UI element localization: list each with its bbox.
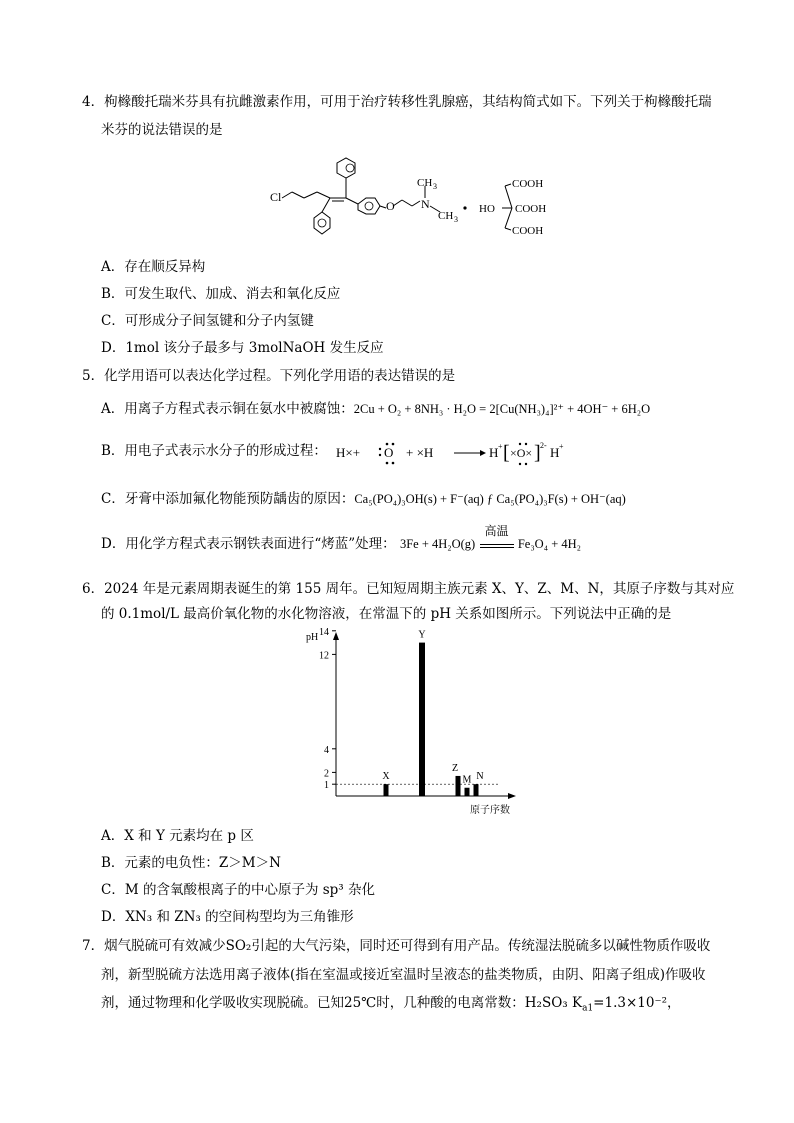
bar-label-M: M xyxy=(462,774,472,786)
q5-b-electron-formula xyxy=(334,436,584,468)
q6-option-d[interactable]: D．XN₃ 和 ZN₃ 的空间构型均为三角锥形 xyxy=(101,909,354,925)
n-label: N xyxy=(421,197,430,211)
q4-stem-line1: 4．枸橼酸托瑞米芬具有抗雌激素作用，可用于治疗转移性乳腺癌，其结构简式如下。下列关于枸橼酸托瑞 xyxy=(82,94,712,110)
q4-option-c[interactable]: C．可形成分子间氢键和分子内氢键 xyxy=(101,313,314,329)
bar-label-Z: Z xyxy=(451,762,459,774)
x-axis-label: 原子序数 xyxy=(470,805,510,816)
x-axis-arrow xyxy=(508,793,516,799)
q5-option-d[interactable]: D．用化学方程式表示钢铁表面进行“烤蓝”处理： 3Fe + 4H₂O(g) 高温 Fe₃O₄ + 4H₂ xyxy=(101,524,582,552)
svg-text:[: [ xyxy=(503,442,510,464)
svg-text:+ ×H: + ×H xyxy=(406,445,434,460)
svg-text:+: + xyxy=(559,442,564,451)
svg-text:+: + xyxy=(498,442,503,451)
q4-option-b[interactable]: B．可发生取代、加成、消去和氧化反应 xyxy=(101,286,341,302)
cl-label: Cl xyxy=(270,190,282,204)
q4-option-a[interactable]: A．存在顺反异构 xyxy=(101,259,206,275)
o-label: O xyxy=(386,199,395,213)
q6-option-a[interactable]: A．X 和 Y 元素均在 p 区 xyxy=(101,828,254,844)
ch3-top: CH xyxy=(417,177,433,189)
q5-option-c[interactable]: C．牙膏中添加氟化物能预防龋齿的原因：Ca₅(PO₄)₃OH(s) + F⁻(aq) ƒ Ca₅(PO₄)₃F(s) + OH⁻(aq) xyxy=(101,491,626,507)
ho-label: HO xyxy=(479,203,495,215)
q7-line3: 剂，通过物理和化学吸收实现脱硫。已知25℃时，几种酸的电离常数：H₂SO₃ $K_{a1}=1.3\times 10^{-2}$， xyxy=(101,995,681,1014)
y-axis-arrow xyxy=(333,632,339,640)
svg-text:2-: 2- xyxy=(540,441,547,450)
q6-option-b[interactable]: B．元素的电负性：Z＞M＞N xyxy=(101,855,281,871)
cooh-3: COOH xyxy=(512,225,544,237)
y-tick-label-2: 2 xyxy=(324,768,329,780)
y-axis-label: pH xyxy=(306,632,319,643)
svg-text:H: H xyxy=(550,445,560,460)
y-tick-label-12: 12 xyxy=(319,650,329,662)
y-tick-label-4: 4 xyxy=(324,744,329,756)
q6-stem-line1: 6．2024 年是元素周期表诞生的第 155 周年。已知短周期主族元素 X、Y、Z、M、N，其原子序数与其对应 xyxy=(82,581,735,597)
svg-text:×O×: ×O× xyxy=(510,446,533,460)
bar-label-X: X xyxy=(382,771,390,783)
q4-stem-line2: 米芬的说法错误的是 xyxy=(101,122,223,138)
y-tick-label-1: 1 xyxy=(324,780,329,792)
q5-option-a[interactable]: A．用离子方程式表示铜在氨水中被腐蚀：2Cu + O₂ + 8NH₃ · H₂O = 2[Cu(NH₃)₄]²⁺ + 4OH⁻ + 6H₂O xyxy=(101,401,651,417)
q4-option-d[interactable]: D．1mol 该分子最多与 3molNaOH 发生反应 xyxy=(101,340,384,356)
q7-line1: 7．烟气脱硫可有效减少SO₂引起的大气污染，同时还可得到有用产品。传统湿法脱硫多以碱性物质作吸收 xyxy=(82,938,711,954)
bar-M xyxy=(465,788,470,796)
bar-Z xyxy=(456,776,461,796)
svg-text:O: O xyxy=(384,445,394,460)
svg-text:H×+: H×+ xyxy=(336,445,361,460)
q6-option-c[interactable]: C．M 的含氧酸根离子的中心原子为 sp³ 杂化 xyxy=(101,882,376,898)
ch3-bottom: CH xyxy=(438,210,454,222)
q7-line2: 剂，新型脱硫方法选用离子液体(指在室温或接近室温时呈液态的盐类物质，由阴、阳离子组成)作吸收 xyxy=(101,967,706,983)
bar-X xyxy=(384,784,389,796)
cooh-1: COOH xyxy=(512,178,544,190)
svg-text:H: H xyxy=(489,445,499,460)
svg-text:3: 3 xyxy=(433,182,437,191)
q4-structure xyxy=(262,146,562,246)
bar-Y xyxy=(419,643,425,796)
bar-label-N: N xyxy=(476,771,484,783)
q5-stem: 5．化学用语可以表达化学过程。下列化学用语的表达错误的是 xyxy=(82,368,456,384)
svg-text:3: 3 xyxy=(454,215,458,224)
bar-N xyxy=(474,784,479,796)
q5-option-b[interactable]: B．用电子式表示水分子的形成过程： xyxy=(101,443,327,459)
svg-text:]: ] xyxy=(534,442,541,464)
q6-stem-line2: 的 0.1mol/L 最高价氧化物的水化物溶液，在常温下的 pH 关系如图所示。下列说法中正确的是 xyxy=(101,606,672,622)
cooh-2: COOH xyxy=(515,203,547,215)
y-tick-label-14: 14 xyxy=(319,628,329,638)
bar-label-Y: Y xyxy=(418,629,426,641)
ph-chart xyxy=(300,628,530,820)
